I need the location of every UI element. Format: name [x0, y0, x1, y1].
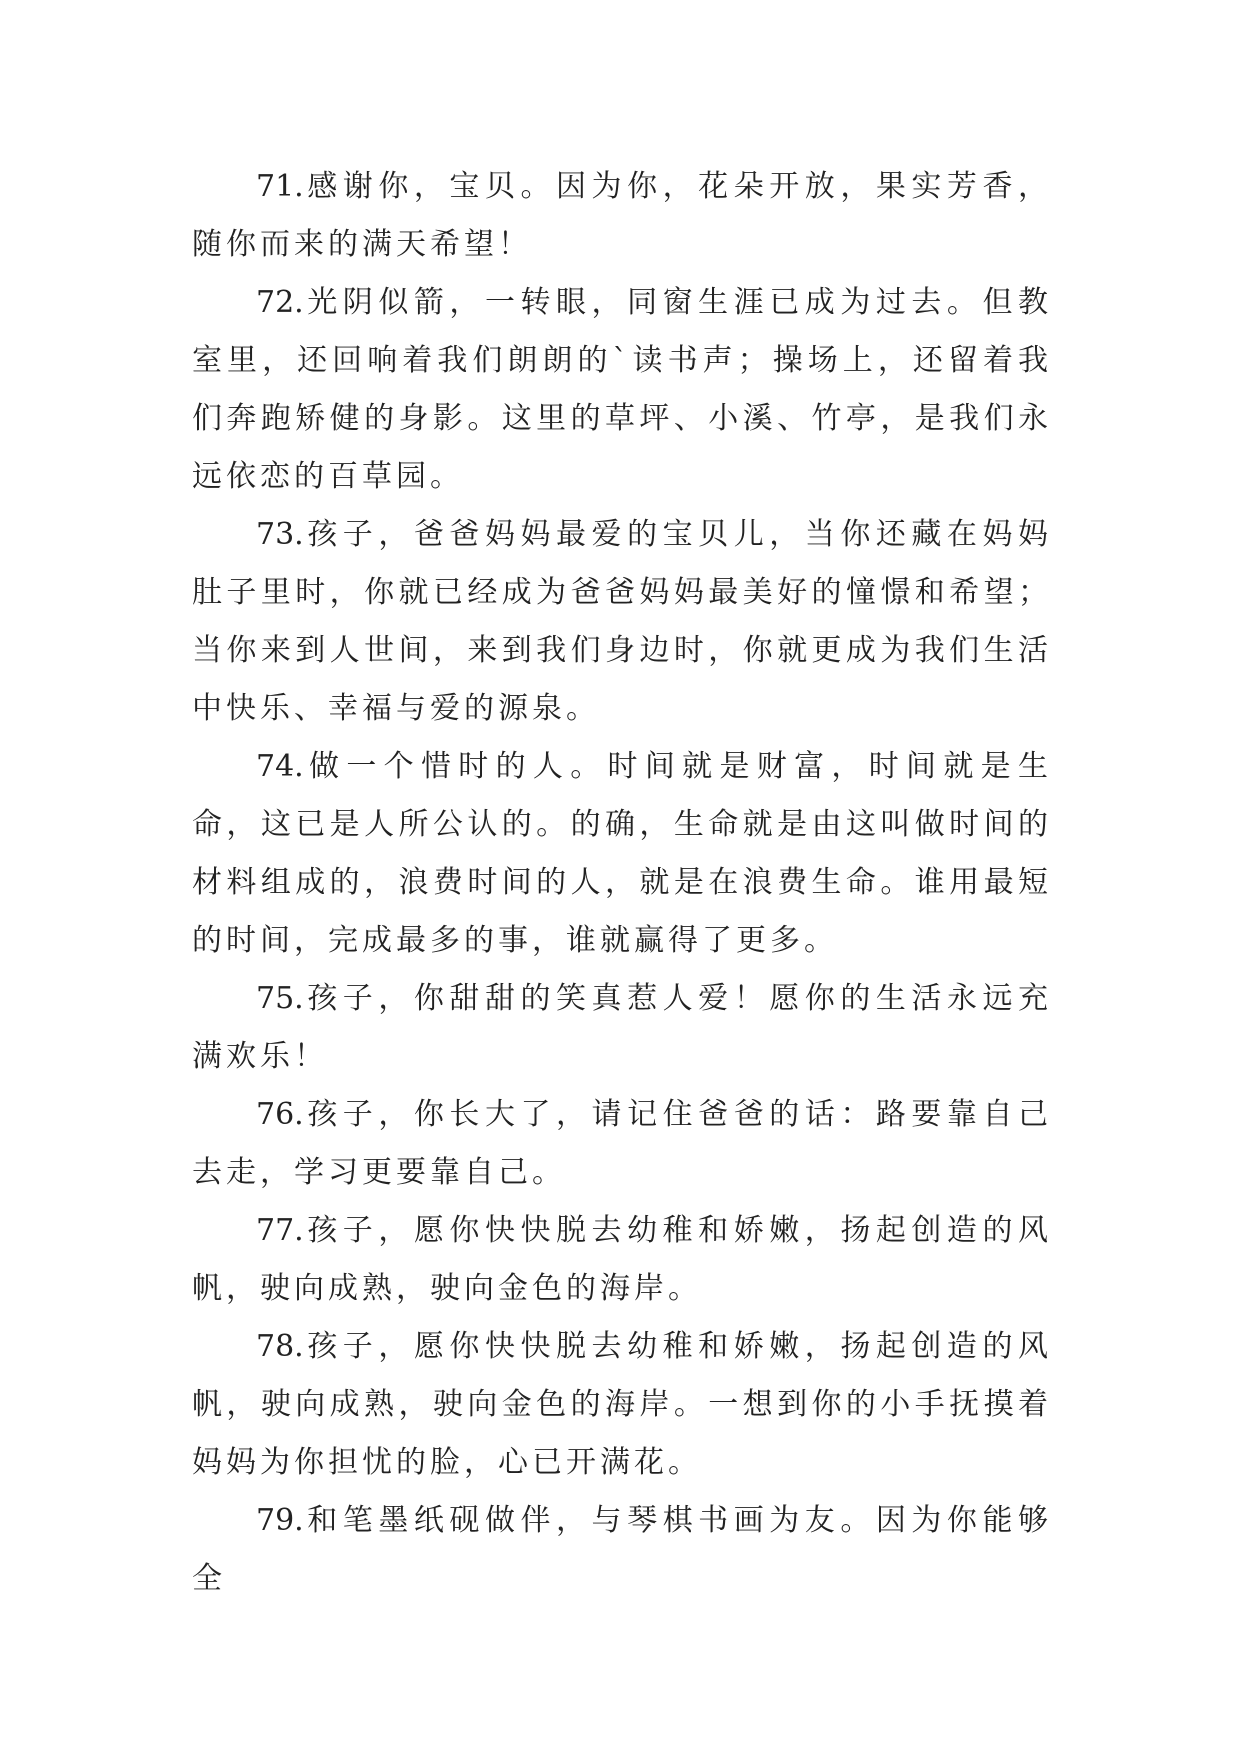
paragraph-text: 孩子，愿你快快脱去幼稚和娇嫩，扬起创造的风帆，驶向成熟，驶向金色的海岸。 — [192, 1213, 1052, 1306]
paragraph-number: 72. — [256, 285, 304, 320]
paragraph-number: 75. — [256, 981, 304, 1016]
paragraph-73 — [192, 506, 1052, 738]
paragraph-number: 77. — [256, 1213, 304, 1248]
paragraph-77 — [192, 1202, 1052, 1318]
paragraph-text: 孩子，爸爸妈妈最爱的宝贝儿，当你还藏在妈妈肚子里时，你就已经成为爸爸妈妈最美好的憧憬和希望；当你来到人世间，来到我们身边时，你就更成为我们生活中快乐、幸福与爱的源泉。 — [192, 517, 1052, 726]
paragraph-text: 孩子，你甜甜的笑真惹人爱！愿你的生活永远充满欢乐！ — [192, 981, 1052, 1074]
paragraph-text: 感谢你，宝贝。因为你，花朵开放，果实芳香，随你而来的满天希望！ — [192, 169, 1052, 262]
paragraph-79 — [192, 1492, 1052, 1608]
paragraph-number: 74. — [256, 749, 304, 784]
paragraph-76 — [192, 1086, 1052, 1202]
paragraph-text: 孩子，你长大了，请记住爸爸的话：路要靠自己去走，学习更要靠自己。 — [192, 1097, 1052, 1190]
paragraph-text: 和笔墨纸砚做伴，与琴棋书画为友。因为你能够全 — [192, 1503, 1052, 1596]
paragraph-number: 73. — [256, 517, 304, 552]
paragraph-number: 78. — [256, 1329, 304, 1364]
paragraph-72 — [192, 274, 1052, 506]
document-body — [192, 158, 1052, 1608]
paragraph-number: 76. — [256, 1097, 304, 1132]
paragraph-number: 79. — [256, 1503, 304, 1538]
paragraph-text: 孩子，愿你快快脱去幼稚和娇嫩，扬起创造的风帆，驶向成熟，驶向金色的海岸。一想到你的小手抚摸着妈妈为你担忧的脸，心已开满花。 — [192, 1329, 1052, 1480]
paragraph-text: 做一个惜时的人。时间就是财富，时间就是生命，这已是人所公认的。的确，生命就是由这叫做时间的材料组成的，浪费时间的人，就是在浪费生命。谁用最短的时间，完成最多的事，谁就赢得了更多。 — [192, 749, 1052, 958]
paragraph-number: 71. — [256, 169, 304, 204]
paragraph-74 — [192, 738, 1052, 970]
paragraph-78 — [192, 1318, 1052, 1492]
paragraph-text: 光阴似箭，一转眼，同窗生涯已成为过去。但教室里，还回响着我们朗朗的`读书声；操场上，还留着我们奔跑矫健的身影。这里的草坪、小溪、竹亭，是我们永远依恋的百草园。 — [192, 285, 1052, 494]
paragraph-75 — [192, 970, 1052, 1086]
paragraph-71 — [192, 158, 1052, 274]
